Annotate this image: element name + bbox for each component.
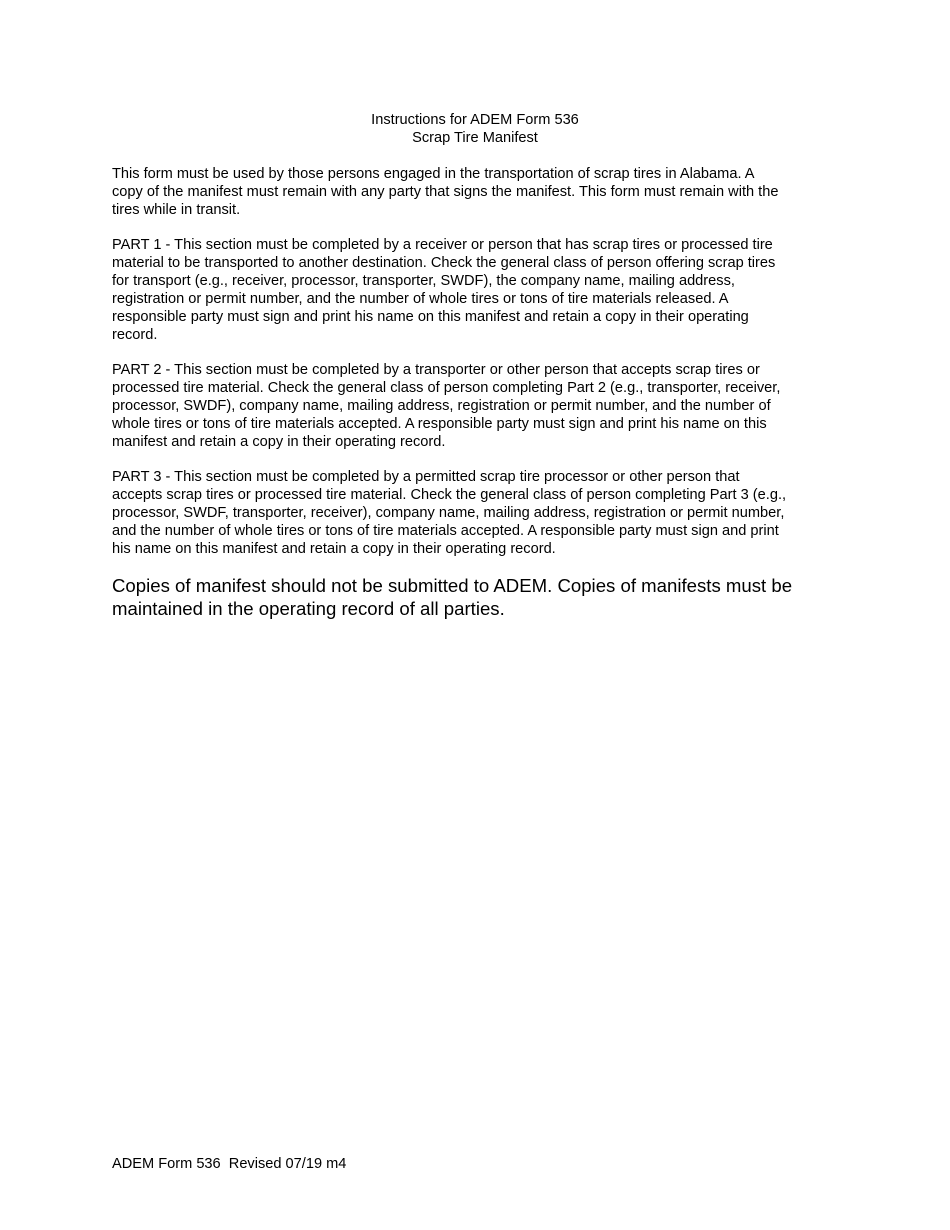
paragraph-line: processor, SWDF, transporter, receiver), company name, mailing address, registration or permit number, [112,505,785,521]
paragraph-line: PART 2 - This section must be completed by a transporter or other person that accepts scrap tires or [112,362,760,378]
paragraph-line: processed tire material. Check the general class of person completing Part 2 (e.g., transporter, receiver, [112,380,781,396]
form-revision-footer: ADEM Form 536 Revised 07/19 m4 [112,1156,347,1172]
paragraph-line: manifest and retain a copy in their operating record. [112,434,446,450]
paragraph-line: processor, SWDF), company name, mailing address, registration or permit number, and the number of [112,398,771,414]
part3-paragraph [112,468,842,558]
document-subtitle: Scrap Tire Manifest [412,130,538,146]
document-title: Instructions for ADEM Form 536 [371,112,579,128]
paragraph-line: registration or permit number, and the number of whole tires or tons of tire materials released. A [112,291,729,307]
paragraph-line: copy of the manifest must remain with any party that signs the manifest. This form must remain with the [112,184,779,200]
paragraph-line: record. [112,327,158,343]
part1-paragraph [112,236,842,344]
paragraph-line: his name on this manifest and retain a copy in their operating record. [112,541,556,557]
paragraph-line: whole tires or tons of tire materials accepted. A responsible party must sign and print his name on this [112,416,767,432]
submission-notice [112,574,842,620]
paragraph-line: tires while in transit. [112,202,241,218]
notice-line: Copies of manifest should not be submitted to ADEM. Copies of manifests must be [112,575,793,596]
part2-paragraph [112,361,842,451]
intro-paragraph [112,165,842,219]
paragraph-line: material to be transported to another destination. Check the general class of person offering scrap tires [112,255,776,271]
paragraph-line: responsible party must sign and print his name on this manifest and retain a copy in their operating [112,309,749,325]
title-block [0,111,950,147]
notice-line: maintained in the operating record of all parties. [112,598,505,619]
paragraph-line: accepts scrap tires or processed tire material. Check the general class of person completing Part 3 (e.g., [112,487,787,503]
paragraph-line: PART 3 - This section must be completed by a permitted scrap tire processor or other person that [112,469,740,485]
paragraph-line: PART 1 - This section must be completed by a receiver or person that has scrap tires or processed tire [112,237,773,253]
paragraph-line: This form must be used by those persons engaged in the transportation of scrap tires in Alabama. A [112,166,755,182]
paragraph-line: and the number of whole tires or tons of tire materials accepted. A responsible party must sign and print [112,523,779,539]
paragraph-line: for transport (e.g., receiver, processor, transporter, SWDF), the company name, mailing address, [112,273,735,289]
